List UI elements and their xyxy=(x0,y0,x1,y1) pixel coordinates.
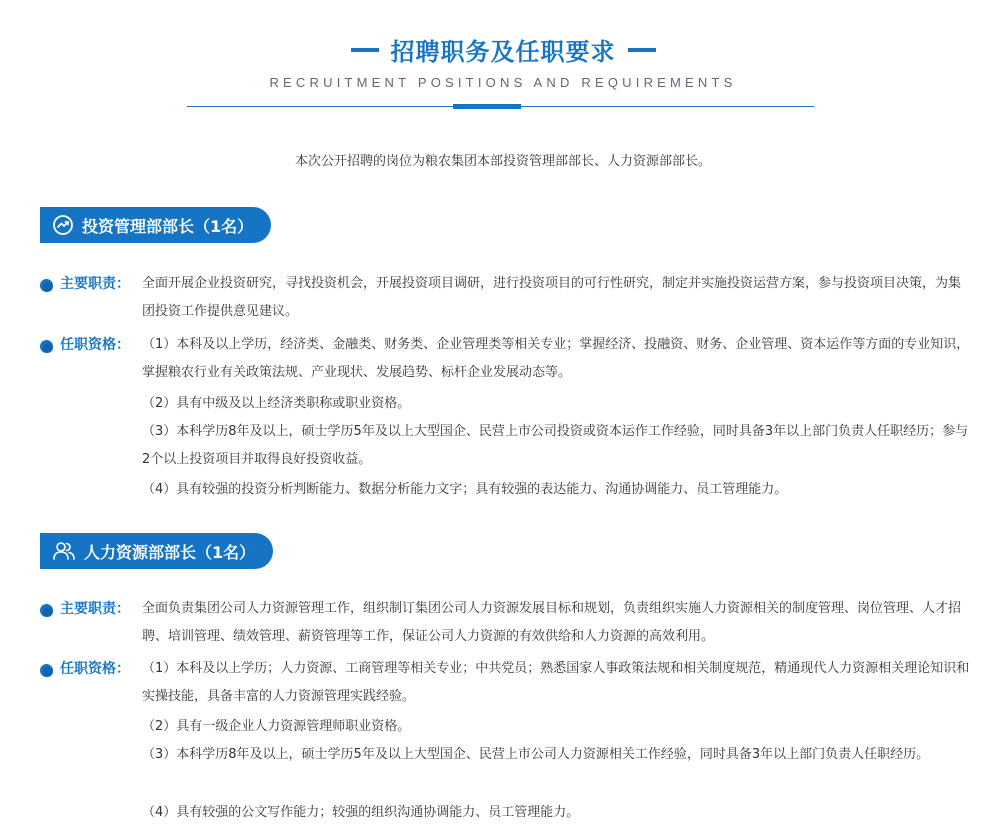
qual-item: （2）具有一级企业人力资源管理师职业资格。 xyxy=(142,719,411,734)
trend-icon xyxy=(52,214,74,236)
bullet-icon xyxy=(40,340,53,353)
title-row xyxy=(0,32,1006,67)
intro-text: 本次公开招聘的岗位为粮农集团本部投资管理部部长、人力资源部部长。 xyxy=(294,154,711,169)
position-banner-hr xyxy=(40,533,273,569)
qual-row xyxy=(40,655,970,711)
bullet-icon xyxy=(40,604,53,617)
qual-item: （4）具有较强的投资分析判断能力、数据分析能力文字；具有较强的表达能力、沟通协调能力、员工管理能力。 xyxy=(142,482,788,497)
duty-row xyxy=(40,595,970,651)
page-subtitle: RECRUITMENT POSITIONS AND REQUIREMENTS xyxy=(269,75,737,90)
duty-text: 全面负责集团公司人力资源管理工作，组织制订集团公司人力资源发展目标和规划，负责组织实施人力资源相关的制度管理、岗位管理、人才招聘、培训管理、绩效管理、薪资管理等工作，保证公司人力资源的有效供给和人力资源的高效利用。 xyxy=(142,601,962,644)
qual-item: （1）本科及以上学历，经济类、金融类、财务类、企业管理类等相关专业；掌握经济、投融资、财务、企业管理、资本运作等方面的专业知识，掌握粮农行业有关政策法规、产业现状、发展趋势、标杆企业发展动态等。 xyxy=(142,337,970,380)
qual-item: （4）具有较强的公文写作能力；较强的组织沟通协调能力、员工管理能力。 xyxy=(142,805,580,820)
duty-text: 全面开展企业投资研究，寻找投资机会，开展投资项目调研，进行投资项目的可行性研究，制定并实施投资运营方案，参与投资项目决策，为集团投资工作提供意见建议。 xyxy=(142,276,962,319)
duty-label: 主要职责： xyxy=(60,601,130,617)
title-dash-left xyxy=(351,48,379,52)
qual-item: （3）本科学历8年及以上，硕士学历5年及以上大型国企、民营上市公司投资或资本运作工作经验，同时具备3年以上部门负责人任职经历；参与2个以上投资项目并取得良好投资收益。 xyxy=(142,424,969,467)
qual-label: 任职资格： xyxy=(60,337,130,353)
title-divider-accent xyxy=(453,104,521,109)
position-banner-investment xyxy=(40,207,271,243)
position-title: 人力资源部部长（1名） xyxy=(84,542,256,562)
people-icon xyxy=(52,540,76,562)
bullet-icon xyxy=(40,664,53,677)
page-title: 招聘职务及任职要求 xyxy=(390,38,616,66)
position-title: 投资管理部部长（1名） xyxy=(82,216,254,236)
qual-label: 任职资格： xyxy=(60,661,130,677)
title-dash-right xyxy=(628,48,656,52)
duty-row xyxy=(40,270,970,326)
bullet-icon xyxy=(40,279,53,292)
qual-row xyxy=(40,331,970,387)
qual-item: （3）本科学历8年及以上，硕士学历5年及以上大型国企、民营上市公司人力资源相关工作经验，同时具备3年以上部门负责人任职经历。 xyxy=(142,747,930,762)
page-header xyxy=(0,32,1006,90)
qual-item: （2）具有中级及以上经济类职称或职业资格。 xyxy=(142,396,411,411)
duty-label: 主要职责： xyxy=(60,276,130,292)
qual-item: （1）本科及以上学历；人力资源、工商管理等相关专业；中共党员；熟悉国家人事政策法规和相关制度规范，精通现代人力资源相关理论知识和实操技能，具备丰富的人力资源管理实践经验。 xyxy=(142,661,970,704)
